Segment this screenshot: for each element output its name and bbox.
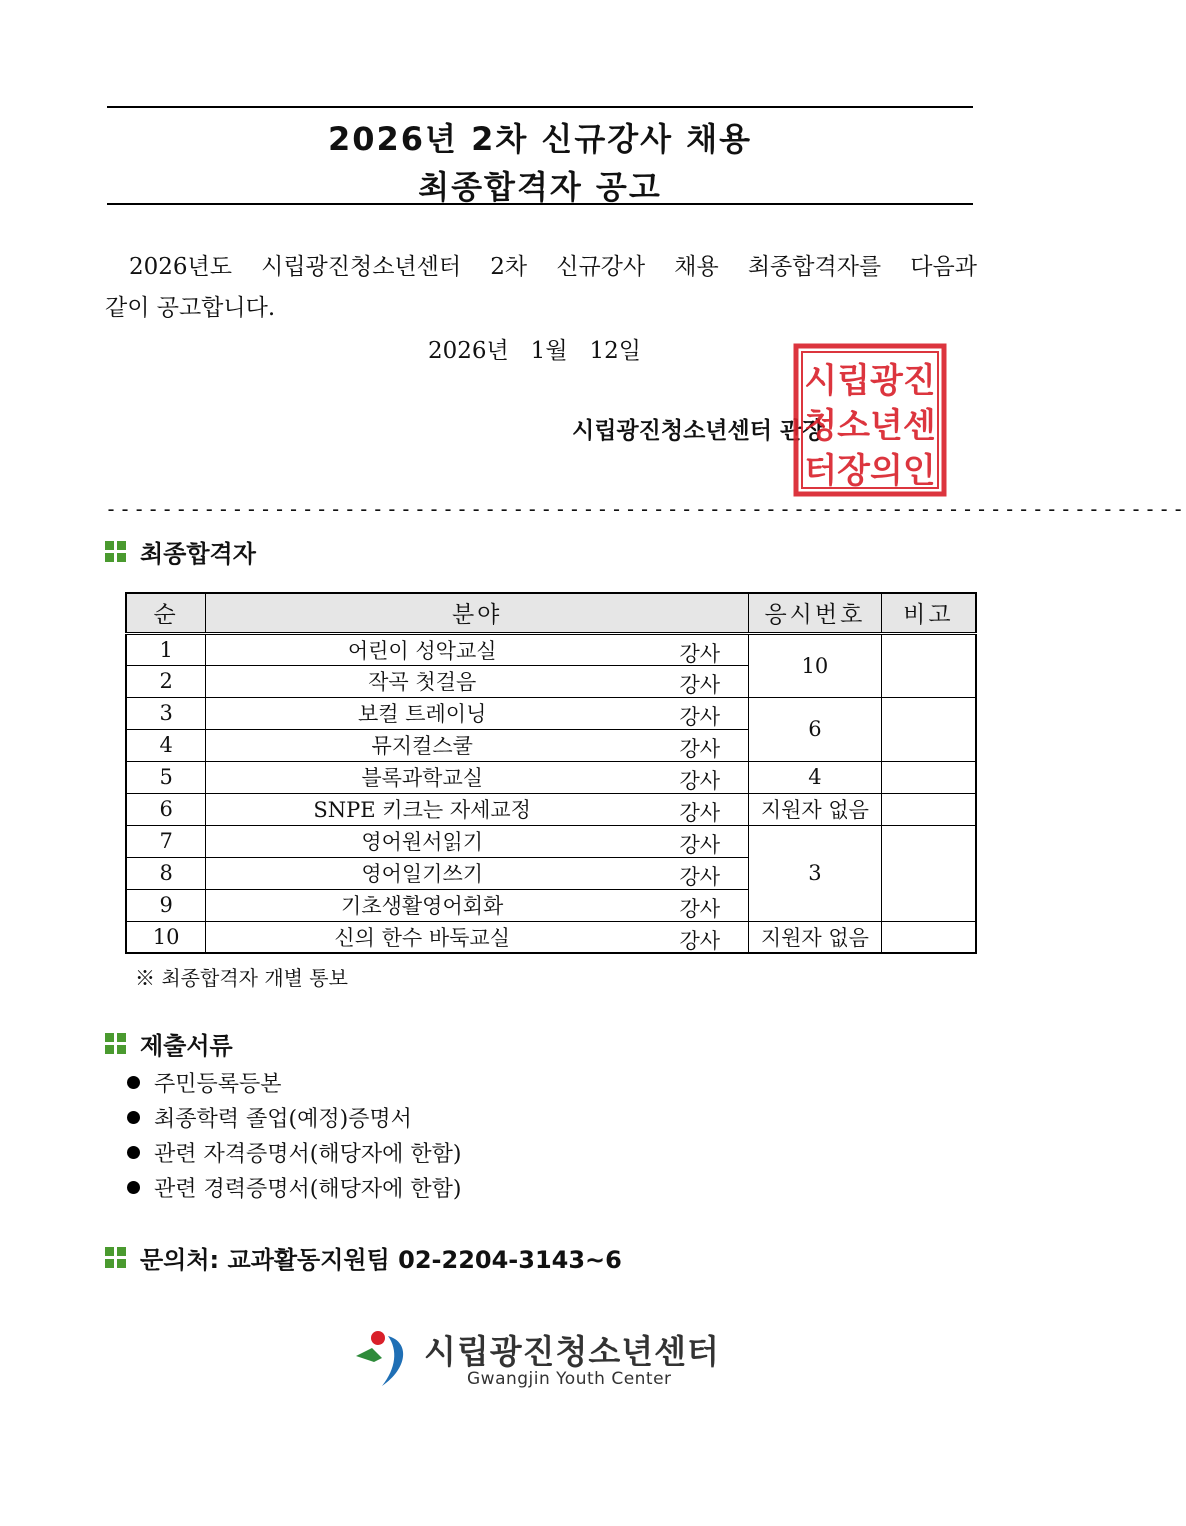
row-field	[206, 665, 749, 697]
logo-english-text: Gwangjin Youth Center	[467, 1369, 672, 1389]
remarks-cell	[881, 697, 976, 761]
list-item	[127, 1135, 461, 1170]
row-field	[206, 793, 749, 825]
field-role: 강사	[679, 928, 721, 953]
exam-number: 지원자 없음	[749, 921, 882, 953]
table-row	[126, 793, 976, 825]
field-name: 어린이 성악교실	[347, 638, 497, 663]
remarks-cell	[881, 825, 976, 921]
row-field	[206, 633, 749, 665]
center-logo	[352, 1328, 722, 1392]
row-no: 9	[126, 889, 206, 921]
exam-number: 6	[749, 697, 882, 761]
seal-text: 청소년센	[804, 406, 936, 446]
intro-word: 다음과	[910, 254, 977, 280]
row-no: 6	[126, 793, 206, 825]
row-no: 1	[126, 633, 206, 665]
row-field	[206, 857, 749, 889]
section-contact-heading	[105, 1240, 622, 1275]
intro-paragraph	[105, 247, 977, 329]
field-name: 영어일기쓰기	[361, 862, 484, 886]
field-role: 강사	[679, 704, 721, 729]
table-row	[126, 761, 976, 793]
row-field	[206, 729, 749, 761]
remarks-cell	[881, 761, 976, 793]
table-row	[126, 633, 976, 665]
table-row	[126, 697, 976, 729]
seal-text: 터장의인	[804, 451, 936, 491]
section-results-label: 최종합격자	[140, 540, 256, 568]
section-docs-label: 제출서류	[140, 1032, 233, 1060]
header-exam-number: 응시번호	[749, 593, 882, 633]
dashed-divider: -----------------------------------------------------------------------------	[105, 497, 1186, 521]
field-name: 기초생활영어회화	[341, 894, 504, 918]
row-no: 8	[126, 857, 206, 889]
intro-word: 2026년도	[129, 254, 232, 280]
field-role: 강사	[679, 768, 721, 793]
section-results-heading	[105, 534, 256, 569]
section-docs-heading	[105, 1026, 233, 1061]
list-item	[127, 1170, 461, 1205]
row-field	[206, 697, 749, 729]
field-name: 뮤지컬스쿨	[371, 734, 473, 758]
table-row	[126, 825, 976, 857]
intro-word: 신규강사	[556, 254, 646, 280]
intro-line-2: 같이 공고합니다.	[105, 295, 276, 321]
title-line-2: 최종합격자 공고	[418, 168, 662, 206]
field-role: 강사	[679, 800, 721, 825]
title-line-1: 2026년 2차 신규강사 채용	[327, 120, 753, 158]
table-header-row	[126, 593, 976, 633]
logo-mark-icon	[352, 1328, 414, 1390]
list-item	[127, 1065, 461, 1100]
header-no: 순	[126, 593, 206, 633]
field-name: 작곡 첫걸음	[368, 670, 477, 694]
notice-note: ※ 최종합격자 개별 통보	[135, 966, 348, 990]
seal-text: 시립광진	[804, 361, 936, 401]
row-no: 10	[126, 921, 206, 953]
row-field	[206, 889, 749, 921]
field-role: 강사	[679, 864, 721, 889]
green-squares-icon	[105, 1247, 126, 1268]
logo-korean-text: 시립광진청소년센터	[424, 1332, 720, 1371]
announcement-date: 2026년 1월 12일	[428, 338, 641, 364]
signature: 시립광진청소년센터 관장	[572, 418, 825, 444]
field-role: 강사	[679, 672, 721, 697]
row-field	[206, 825, 749, 857]
table-row	[126, 921, 976, 953]
bullet-icon	[127, 1181, 140, 1194]
results-table	[125, 592, 977, 954]
doc-label: 최종학력 졸업(예정)증명서	[154, 1107, 412, 1132]
field-name: 블록과학교실	[361, 766, 484, 790]
bullet-icon	[127, 1146, 140, 1159]
green-squares-icon	[105, 1033, 126, 1054]
field-name: 신의 한수 바둑교실	[334, 925, 510, 950]
header-remarks: 비고	[881, 593, 976, 633]
intro-word: 2차	[490, 254, 528, 280]
exam-number: 4	[749, 761, 882, 793]
row-no: 7	[126, 825, 206, 857]
documents-list	[127, 1065, 461, 1205]
row-no: 5	[126, 761, 206, 793]
list-item	[127, 1100, 461, 1135]
title-block	[107, 106, 973, 205]
intro-line-1	[105, 247, 977, 288]
field-role: 강사	[679, 736, 721, 761]
field-name: SNPE 키크는 자세교정	[313, 798, 531, 822]
intro-word: 채용	[674, 254, 719, 280]
bullet-icon	[127, 1111, 140, 1124]
exam-number: 지원자 없음	[749, 793, 882, 825]
row-no: 4	[126, 729, 206, 761]
doc-label: 주민등록등본	[154, 1072, 282, 1097]
intro-word: 시립광진청소년센터	[261, 254, 462, 280]
row-field	[206, 761, 749, 793]
field-role: 강사	[679, 832, 721, 857]
row-no: 2	[126, 665, 206, 697]
exam-number: 10	[749, 633, 882, 697]
intro-word: 최종합격자를	[747, 254, 882, 280]
bullet-icon	[127, 1076, 140, 1089]
exam-number: 3	[749, 825, 882, 921]
field-role: 강사	[679, 641, 721, 666]
contact-label: 문의처: 교과활동지원팀 02-2204-3143~6	[140, 1246, 622, 1274]
row-field	[206, 921, 749, 953]
row-no: 3	[126, 697, 206, 729]
remarks-cell	[881, 633, 976, 697]
header-field: 분야	[206, 593, 749, 633]
doc-label: 관련 자격증명서(해당자에 한함)	[154, 1142, 462, 1167]
field-name: 영어원서읽기	[361, 830, 484, 854]
remarks-cell	[881, 921, 976, 953]
green-squares-icon	[105, 541, 126, 562]
field-role: 강사	[679, 896, 721, 921]
doc-label: 관련 경력증명서(해당자에 한함)	[154, 1177, 462, 1202]
remarks-cell	[881, 793, 976, 825]
official-seal	[792, 342, 948, 498]
field-name: 보컬 트레이닝	[357, 702, 487, 726]
